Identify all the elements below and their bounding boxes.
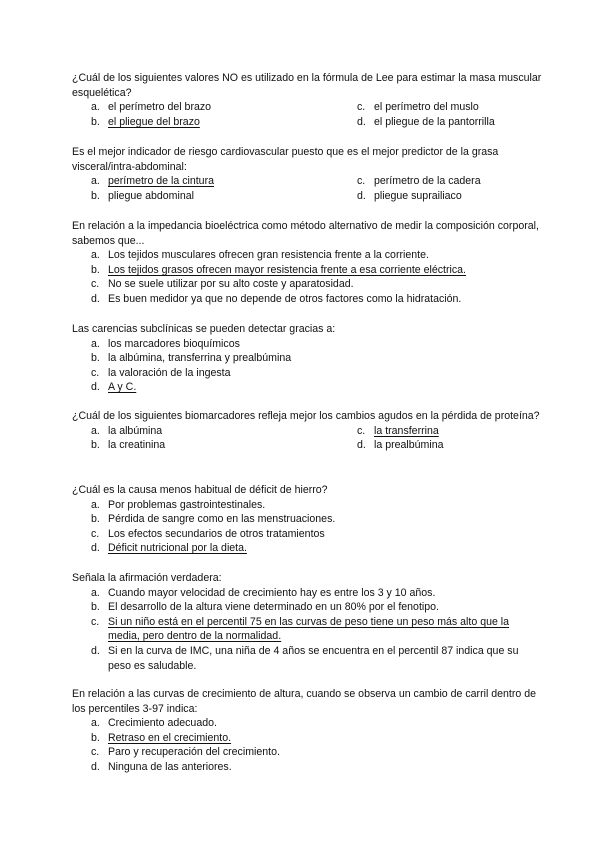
answer-option-a: a. Cuando mayor velocidad de crecimiento hay es entre los 3 y 10 años. <box>91 586 436 599</box>
question-stem: ¿Cuál de los siguientes valores NO es utilizado en la fórmula de Lee para estimar la masa muscular esquelética? <box>72 72 542 99</box>
answer-option-b: b. El desarrollo de la altura viene determinado en un 80% por el fenotipo. <box>91 601 439 614</box>
question-5 <box>72 409 542 453</box>
question-stem: En relación a las curvas de crecimiento de altura, cuando se observa un cambio de carril dentro de los percentiles 3-97 indica: <box>72 688 537 715</box>
answer-option-c: c. Los efectos secundarios de otros tratamientos <box>91 527 325 540</box>
answer-option-d: d. Es buen medidor ya que no depende de otros factores como la hidratación. <box>91 292 462 305</box>
question-stem: ¿Cuál es la causa menos habitual de déficit de hierro? <box>72 484 328 496</box>
answer-option-b: b. Los tejidos grasos ofrecen mayor resistencia frente a esa corriente eléctrica. <box>91 263 467 276</box>
answer-option-d: d. pliegue suprailiaco <box>357 189 462 202</box>
answer-option-d: d. A y C. <box>91 381 137 394</box>
answer-option-a: a. la albúmina <box>91 424 163 437</box>
answer-option-b: b. pliegue abdominal <box>91 189 194 202</box>
correct-answer: Déficit nutricional por la dieta. <box>108 542 247 555</box>
answer-options <box>72 498 542 556</box>
answer-option-d: d. la prealbúmina <box>357 439 444 452</box>
answer-option-d: d. Déficit nutricional por la dieta. <box>91 542 247 555</box>
answer-options <box>72 174 542 203</box>
question-stem: Las carencias subclínicas se pueden detectar gracias a: <box>72 323 336 335</box>
question-stem: Es el mejor indicador de riesgo cardiovascular puesto que es el mejor predictor de la grasa visceral/intra-abdominal: <box>72 146 499 173</box>
answer-option-c: c. No se suele utilizar por su alto coste y aparatosidad. <box>91 278 354 291</box>
answer-option-c: c. la valoración de la ingesta <box>91 366 231 379</box>
question-1 <box>72 71 542 129</box>
answer-option-b: b. la albúmina, transferrina y prealbúmina <box>91 352 292 365</box>
question-8 <box>72 687 542 775</box>
answer-option-c: c. Si un niño está en el percentil 75 en las curvas de peso tiene un peso más alto que la media, pero dentro de la normalidad. <box>91 615 510 643</box>
correct-answer: el pliegue del brazo <box>108 115 200 128</box>
answer-option-a: a. los marcadores bioquímicos <box>91 337 240 350</box>
answer-option-a: a. perímetro de la cintura <box>91 175 214 188</box>
correct-answer: Los tejidos grasos ofrecen mayor resistencia frente a esa corriente eléctrica. <box>108 263 467 276</box>
question-stem: ¿Cuál de los siguientes biomarcadores refleja mejor los cambios agudos en la pérdida de proteína? <box>72 410 540 422</box>
answer-option-a: a. Por problemas gastrointestinales. <box>91 498 266 511</box>
answer-options <box>72 424 542 453</box>
question-4 <box>72 322 542 395</box>
answer-option-c: c. perímetro de la cadera <box>357 175 481 188</box>
answer-options <box>72 716 542 774</box>
answer-options <box>72 337 542 395</box>
answer-option-d: d. Si en la curva de IMC, una niña de 4 años se encuentra en el percentil 87 indica que su peso es saludable. <box>91 644 519 672</box>
answer-options <box>72 586 542 674</box>
question-stem: En relación a la impedancia bioeléctrica como método alternativo de medir la composición corporal, sabemos que... <box>72 220 539 247</box>
answer-option-a: a. el perímetro del brazo <box>91 101 212 114</box>
correct-answer: A y C. <box>108 381 137 394</box>
correct-answer: la transferrina <box>374 424 439 437</box>
answer-option-d: d. el pliegue de la pantorrilla <box>357 115 495 128</box>
answer-option-c: c. el perímetro del muslo <box>357 101 479 114</box>
correct-answer: Si un niño está en el percentil 75 en las curvas de peso tiene un peso más alto que la media, pero dentro de la normalidad. <box>108 615 510 643</box>
answer-option-d: d. Ninguna de las anteriores. <box>91 760 232 773</box>
answer-option-a: a. Los tejidos musculares ofrecen gran resistencia frente a la corriente. <box>91 249 429 262</box>
answer-option-c: c. la transferrina <box>357 424 439 437</box>
answer-option-b: b. el pliegue del brazo <box>91 115 200 128</box>
question-3 <box>72 219 542 307</box>
question-stem: Señala la afirmación verdadera: <box>72 572 222 584</box>
answer-option-c: c. Paro y recuperación del crecimiento. <box>91 746 280 759</box>
answer-option-a: a. Crecimiento adecuado. <box>91 717 217 730</box>
question-7 <box>72 571 542 673</box>
question-6 <box>72 483 542 556</box>
answer-option-b: b. la creatinina <box>91 439 166 452</box>
question-2 <box>72 145 542 203</box>
correct-answer: perímetro de la cintura <box>108 175 214 188</box>
answer-option-b: b. Retraso en el crecimiento. <box>91 731 232 744</box>
answer-option-b: b. Pérdida de sangre como en las menstruaciones. <box>91 513 336 526</box>
answer-options <box>72 100 542 129</box>
answer-options <box>72 248 542 306</box>
correct-answer: Retraso en el crecimiento. <box>108 731 232 744</box>
